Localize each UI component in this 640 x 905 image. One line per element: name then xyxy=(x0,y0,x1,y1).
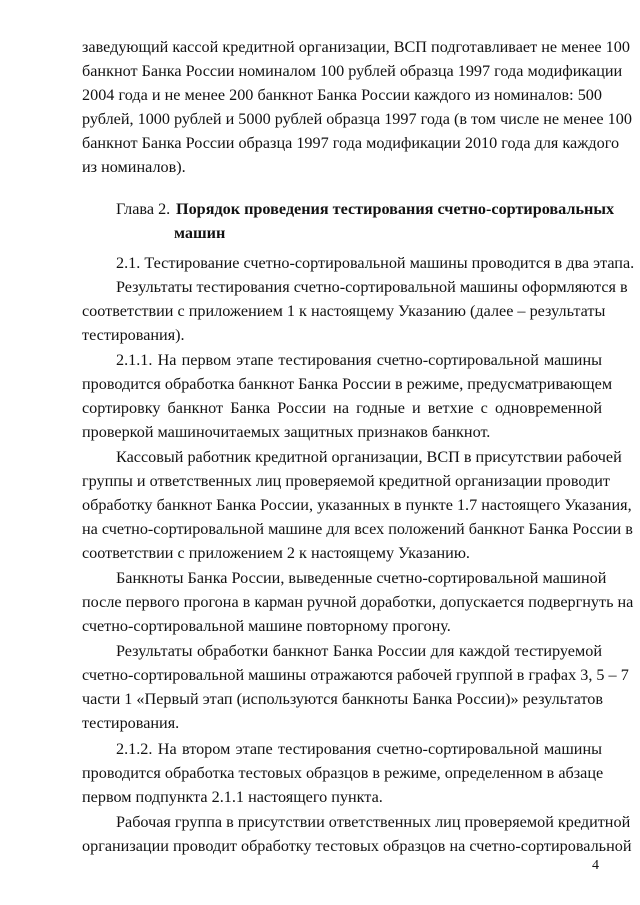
text-line: организации проводит обработку тестовых образцов на счетно-сортировальной xyxy=(82,837,632,855)
text-line: 2.1. Тестирование счетно-сортировальной машины проводится в два этапа. xyxy=(116,254,635,272)
text-line: части 1 «Первый этап (используются банкноты Банка России)» результатов xyxy=(82,690,604,708)
text-line: первом подпункта 2.1.1 настоящего пункта. xyxy=(82,788,383,806)
text-line: 2.1.1. На первом этапе тестирования счетно-сортировальной машины xyxy=(116,351,602,369)
text-line: счетно-сортировальной машине повторному прогону. xyxy=(82,617,451,635)
text-line: на счетно-сортировальной машине для всех положений банкнот Банка России в xyxy=(82,520,633,538)
text-line: соответствии с приложением 1 к настоящему Указанию (далее – результаты xyxy=(82,302,606,320)
text-line: Кассовый работник кредитной организации, ВСП в присутствии рабочей xyxy=(116,448,622,466)
text-line: счетно-сортировальной машины отражаются рабочей группой в графах 3, 5 – 7 xyxy=(82,666,629,684)
text-line: тестирования. xyxy=(82,714,180,732)
chapter-prefix: Глава 2. xyxy=(116,200,171,218)
text-line: обработку банкнот Банка России, указанных в пункте 1.7 настоящего Указания, xyxy=(82,496,632,514)
page-number: 4 xyxy=(592,858,599,873)
chapter-title-continued: машин xyxy=(174,224,226,242)
text-line: группы и ответственных лиц проверяемой кредитной организации проводит xyxy=(82,472,610,490)
chapter-title: Порядок проведения тестирования счетно-сортировальных xyxy=(176,200,615,218)
text-line: заведующий кассой кредитной организации, ВСП подготавливает не менее 100 xyxy=(82,38,630,56)
text-line: 2.1.2. На втором этапе тестирования счетно-сортировальной машины xyxy=(116,740,602,758)
text-line: Банкноты Банка России, выведенные счетно-сортировальной машиной xyxy=(116,569,607,587)
text-line: 2004 года и не менее 200 банкнот Банка России каждого из номиналов: 500 xyxy=(82,86,602,104)
text-line: проводится обработка тестовых образцов в режиме, определенном в абзаце xyxy=(82,764,604,782)
text-line: Результаты тестирования счетно-сортировальной машины оформляются в xyxy=(116,278,628,296)
text-line: банкнот Банка России образца 1997 года модификации 2010 года для каждого xyxy=(82,134,620,152)
text-line: сортировку банкнот Банка России на годные и ветхие с одновременной xyxy=(82,399,602,417)
text-line: тестирования). xyxy=(82,326,185,344)
text-line: из номиналов). xyxy=(82,158,186,176)
text-line: рублей, 1000 рублей и 5000 рублей образца 1997 года (в том числе не менее 100 xyxy=(82,110,632,128)
text-line: Результаты обработки банкнот Банка России для каждой тестируемой xyxy=(116,642,602,660)
text-line: банкнот Банка России номиналом 100 рублей образца 1997 года модификации xyxy=(82,62,623,80)
text-line: Рабочая группа в присутствии ответственных лиц проверяемой кредитной xyxy=(116,813,631,831)
text-line: проводится обработка банкнот Банка России в режиме, предусматривающем xyxy=(82,375,613,393)
text-line: проверкой машиночитаемых защитных признаков банкнот. xyxy=(82,423,491,441)
text-line: соответствии с приложением 2 к настоящему Указанию. xyxy=(82,544,470,562)
text-line: после первого прогона в карман ручной доработки, допускается подвергнуть на xyxy=(82,593,634,611)
